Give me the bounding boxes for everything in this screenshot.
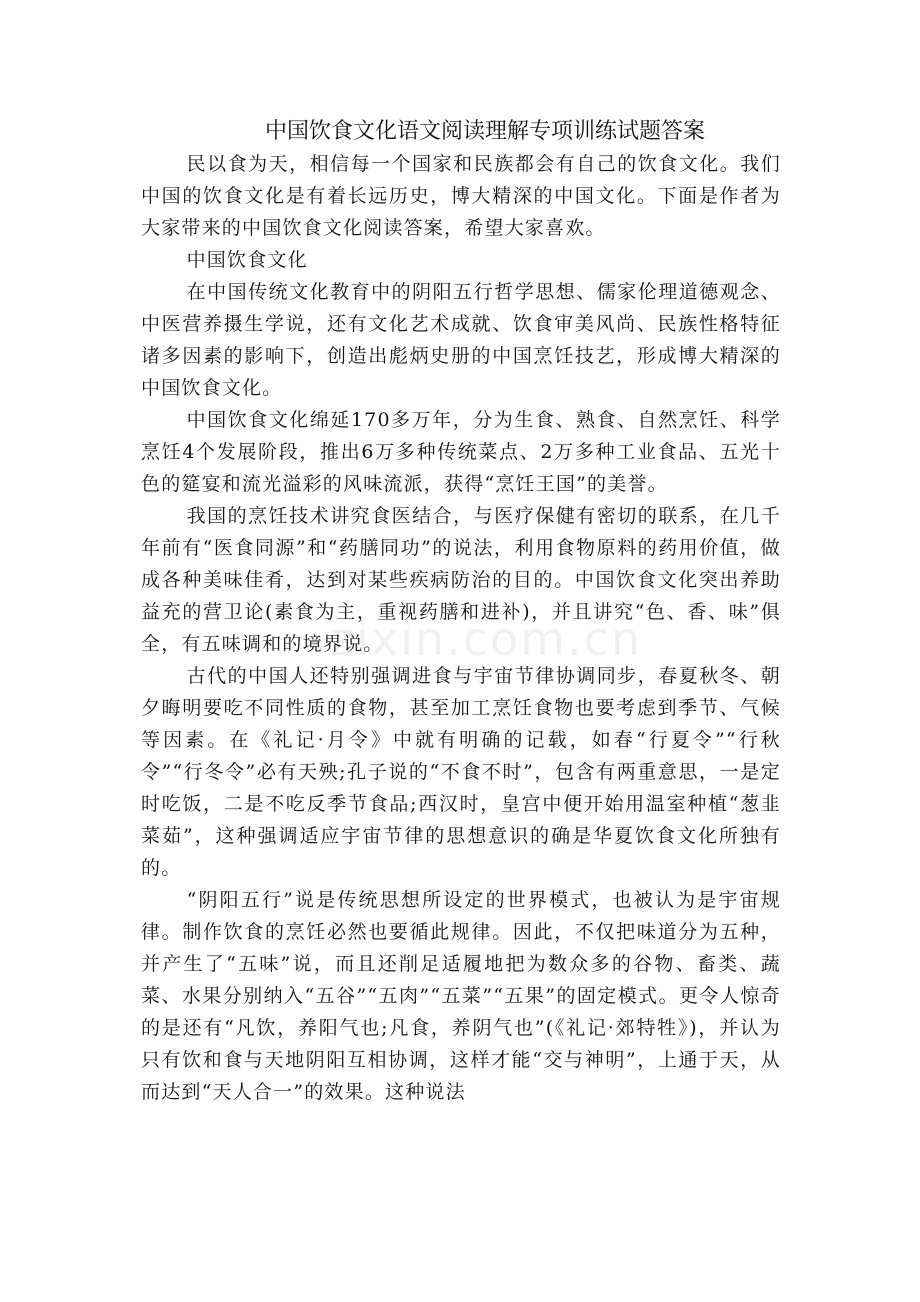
watermark: zixin.com.cn: [330, 612, 643, 666]
paragraph-3: 我国的烹饪技术讲究食医结合，与医疗保健有密切的联系，在几千年前有“医食同源”和“药膳同功”的说法，利用食物原料的药用价值，做成各种美味佳肴，达到对某些疾病防治的目的。中国饮食文化突出养助益充的营卫论(素食为主，重视药膳和进补)，并且讲究“色、香、味”俱全，有五味调和的境界说。: [141, 505, 781, 655]
paragraph-2: 中国饮食文化绵延170多万年，分为生食、熟食、自然烹饪、科学烹饪4个发展阶段，推出6万多种传统菜点、2万多种工业食品、五光十色的筵宴和流光溢彩的风味流派，获得“烹饪王国”的美誉。: [141, 409, 781, 495]
document-body: [141, 148, 781, 1108]
paragraph-5: “阴阳五行”说是传统思想所设定的世界模式，也被认为是宇宙规律。制作饮食的烹饪必然也要循此规律。因此，不仅把味道分为五种，并产生了“五味”说，而且还削足适履地把为数众多的谷物、畜类、蔬菜、水果分别纳入“五谷”“五肉”“五菜”“五果”的固定模式。更令人惊奇的是还有“凡饮，养阳气也;凡食，养阴气也”(《礼记·郊特牲》)，并认为只有饮和食与天地阴阳互相协调，这样才能“交与神明”，上通于天，从而达到“天人合一”的效果。这种说法: [141, 889, 781, 1103]
paragraph-1: 在中国传统文化教育中的阴阳五行哲学思想、儒家伦理道德观念、中医营养摄生学说，还有文化艺术成就、饮食审美风尚、民族性格特征诸多因素的影响下，创造出彪炳史册的中国烹饪技艺，形成博大精深的中国饮食文化。: [141, 281, 781, 399]
section-heading: 中国饮食文化: [186, 249, 308, 271]
paragraph-intro: 民以食为天，相信每一个国家和民族都会有自己的饮食文化。我们中国的饮食文化是有着长远历史，博大精深的中国文化。下面是作者为大家带来的中国饮食文化阅读答案，希望大家喜欢。: [141, 153, 781, 239]
paragraph-4: 古代的中国人还特别强调进食与宇宙节律协调同步，春夏秋冬、朝夕晦明要吃不同性质的食物，甚至加工烹饪食物也要考虑到季节、气候等因素。在《礼记·月令》中就有明确的记载，如春“行夏令”“行秋令”“行冬令”必有天殃;孔子说的“不食不时”，包含有两重意思，一是定时吃饭，二是不吃反季节食品;西汉时，皇宫中便开始用温室种植“葱韭菜茹”，这种强调适应宇宙节律的思想意识的确是华夏饮食文化所独有的。: [141, 665, 781, 879]
document-title: 中国饮食文化语文阅读理解专项训练试题答案: [264, 119, 705, 144]
